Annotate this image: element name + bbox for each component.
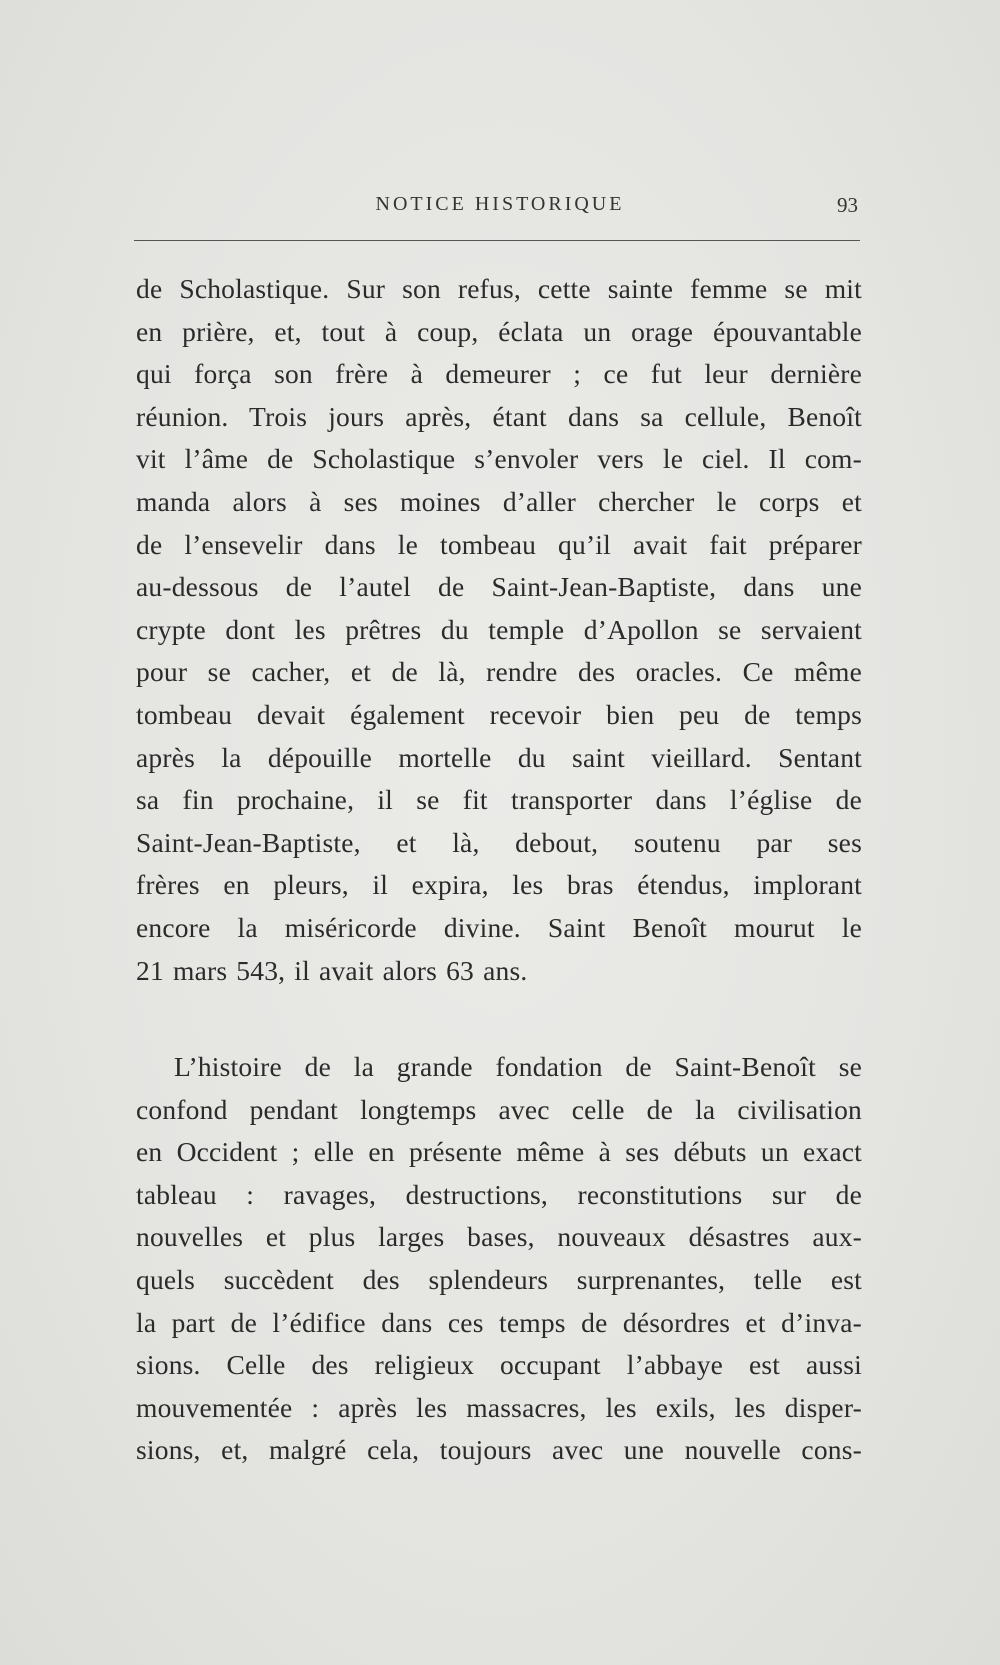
running-head-title: NOTICE HISTORIQUE (375, 193, 625, 215)
text-line: en Occident ; elle en présente même à ses débuts un exact (136, 1136, 862, 1168)
paragraph-gap (136, 992, 862, 1046)
text-line: encore la miséricorde divine. Saint Benoît mourut le (136, 911, 862, 943)
text-line: tableau : ravages, destructions, reconstitutions sur de (136, 1178, 862, 1210)
text-line: qui força son frère à demeurer ; ce fut leur dernière (136, 358, 862, 390)
header-rule (134, 240, 860, 241)
paragraph-2 (136, 1046, 862, 1472)
text-line: L’histoire de la grande fondation de Saint-Benoît se (174, 1051, 862, 1083)
text-line: au-dessous de l’autel de Saint-Jean-Baptiste, dans une (136, 571, 862, 603)
text-line: sions. Celle des religieux occupant l’abbaye est aussi (136, 1349, 862, 1381)
text-line: quels succèdent des splendeurs surprenantes, telle est (136, 1264, 862, 1296)
text-line: crypte dont les prêtres du temple d’Apollon se servaient (136, 613, 862, 645)
text-line: Saint-Jean-Baptiste, et là, debout, soutenu par ses (136, 826, 862, 858)
text-line: après la dépouille mortelle du saint vieillard. Sentant (136, 741, 862, 773)
text-line: 21 mars 543, il avait alors 63 ans. (136, 954, 528, 986)
page-number: 93 (837, 193, 858, 217)
paragraph-1 (136, 268, 862, 992)
text-line: manda alors à ses moines d’aller chercher le corps et (136, 485, 862, 517)
text-line: la part de l’édifice dans ces temps de désordres et d’inva- (136, 1306, 862, 1338)
text-line: mouvementée : après les massacres, les exils, les disper- (136, 1391, 862, 1423)
text-line: sa fin prochaine, il se fit transporter dans l’église de (136, 784, 862, 816)
text-line: tombeau devait également recevoir bien peu de temps (136, 698, 862, 730)
running-head (140, 193, 860, 223)
body-text (136, 268, 862, 1472)
text-line: de l’ensevelir dans le tombeau qu’il avait fait préparer (136, 528, 862, 560)
text-line: vit l’âme de Scholastique s’envoler vers le ciel. Il com- (136, 443, 862, 475)
text-line: sions, et, malgré cela, toujours avec une nouvelle cons- (136, 1434, 862, 1466)
text-line: frères en pleurs, il expira, les bras étendus, implorant (136, 869, 862, 901)
text-line: réunion. Trois jours après, étant dans sa cellule, Benoît (136, 400, 862, 432)
text-line: en prière, et, tout à coup, éclata un orage épouvantable (136, 315, 862, 347)
text-line: confond pendant longtemps avec celle de la civilisation (136, 1093, 862, 1125)
text-line: de Scholastique. Sur son refus, cette sainte femme se mit (136, 273, 862, 304)
text-line: pour se cacher, et de là, rendre des oracles. Ce même (136, 656, 862, 688)
text-line: nouvelles et plus larges bases, nouveaux désastres aux- (136, 1221, 862, 1253)
